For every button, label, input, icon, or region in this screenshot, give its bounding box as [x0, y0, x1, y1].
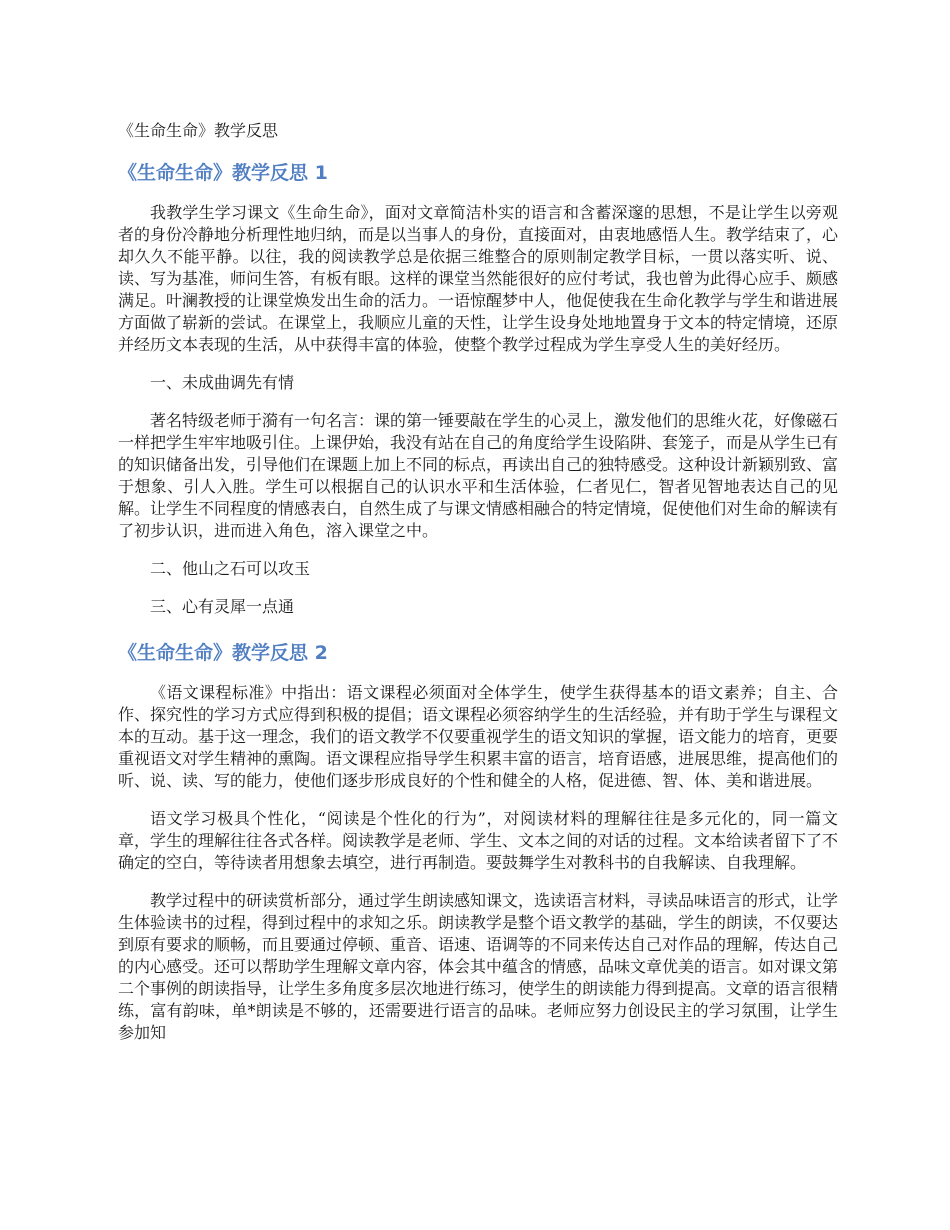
section-heading-1: 《生命生命》教学反思 1	[118, 162, 328, 184]
paragraph: 教学过程中的研读赏析部分，通过学生朗读感知课文，选读语言材料，寻读品味语言的形式，让学生体验读书的过程，得到过程中的求知之乐。朗读教学是整个语文教学的基础，学生的朗读，不仅要达到原有要求的顺畅，而且要通过停顿、重音、语速、语调等的不同来传达自己对作品的理解，传达自己的内心感受。还可以帮助学生理解文章内容，体会其中蕴含的情感，品味文章优美的语言。如对课文第二个事例的朗读指导，让学生多角度多层次地进行练习，使学生的朗读能力得到提高。文章的语言很精练，富有韵味，单*朗读是不够的，还需要进行语言的品味。老师应努力创设民主的学习氛围，让学生参加知	[118, 891, 839, 1042]
paragraph: 《语文课程标准》中指出：语文课程必须面对全体学生，使学生获得基本的语文素养；自主、合作、探究性的学习方式应得到积极的提倡；语文课程必须容纳学生的生活经验，并有助于学生与课程文本的互动。基于这一理念，我们的语文教学不仅要重视学生的语文知识的掌握，语文能力的培育，更要重视语文对学生精神的熏陶。语文课程应指导学生积累丰富的语言，培育语感，进展思维，提高他们的听、说、读、写的能力，使他们逐步形成良好的个性和健全的人格，促进德、智、体、美和谐进展。	[118, 683, 839, 790]
paragraph: 著名特级老师于漪有一句名言：课的第一锤要敲在学生的心灵上，激发他们的思维火花，好像磁石一样把学生牢牢地吸引住。上课伊始，我没有站在自己的角度给学生设陷阱、套笼子，而是从学生已有的知识储备出发，引导他们在课题上加上不同的标点，再读出自己的独特感受。这种设计新颖别致、富于想象、引人入胜。学生可以根据自己的认识水平和生活体验，仁者见仁，智者见智地表达自己的见解。让学生不同程度的情感表白，自然生成了与课文情感相融合的特定情境，促使他们对生命的解读有了初步认识，进而进入角色，溶入课堂之中。	[118, 411, 839, 540]
subheading-3: 三、心有灵犀一点通	[150, 597, 295, 616]
document-title: 《生命生命》教学反思	[118, 121, 279, 140]
subheading-1: 一、未成曲调先有情	[150, 373, 295, 392]
section-heading-2: 《生命生命》教学反思 2	[118, 642, 328, 664]
paragraph: 我教学生学习课文《生命生命》，面对文章简洁朴实的语言和含蓄深邃的思想，不是让学生以旁观者的身份冷静地分析理性地归纳，而是以当事人的身份，直接面对，由衷地感悟人生。教学结束了，心却久久不能平静。以往，我的阅读教学总是依据三维整合的原则制定教学目标，一贯以落实听、说、读、写为基准，师问生答，有板有眼。这样的课堂当然能很好的应付考试，我也曾为此得心应手、颇感满足。叶澜教授的让课堂焕发出生命的活力。一语惊醒梦中人，他促使我在生命化教学与学生和谐进展方面做了崭新的尝试。在课堂上，我顺应儿童的天性，让学生设身处地地置身于文本的特定情境，还原并经历文本表现的生活，从中获得丰富的体验，使整个教学过程成为学生享受人生的美好经历。	[118, 203, 839, 354]
document-body	[118, 120, 838, 1060]
paragraph: 语文学习极具个性化，“阅读是个性化的行为”，对阅读材料的理解往往是多元化的，同一篇文章，学生的理解往往各式各样。阅读教学是老师、学生、文本之间的对话的过程。文本给读者留下了不确定的空白，等待读者用想象去填空，进行再制造。要鼓舞学生对教科书的自我解读、自我理解。	[118, 809, 839, 872]
subheading-2: 二、他山之石可以攻玉	[150, 559, 311, 578]
